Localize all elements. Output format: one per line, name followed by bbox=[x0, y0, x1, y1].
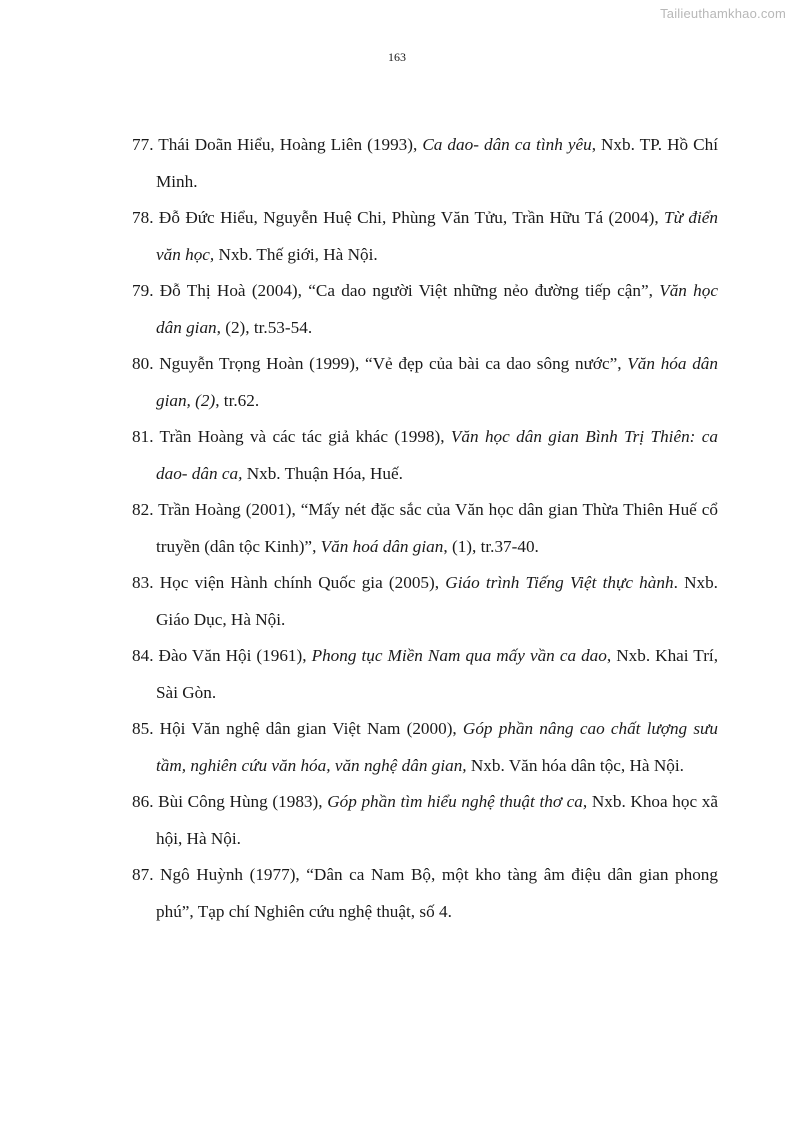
reference-title: Từ điển văn học, bbox=[156, 208, 718, 264]
reference-list bbox=[132, 127, 718, 930]
reference-publisher: , tr.62. bbox=[215, 390, 260, 410]
reference-title: Văn hoá dân gian bbox=[320, 536, 444, 556]
reference-number: 82. bbox=[132, 500, 154, 519]
reference-title: Giáo trình Tiếng Việt thực hành bbox=[445, 573, 674, 592]
reference-text: Đào Văn Hội (1961), bbox=[153, 646, 312, 665]
reference-text: Đỗ Thị Hoà (2004), “Ca dao người Việt những nẻo đường tiếp cận”, bbox=[153, 281, 660, 300]
reference-title: Văn học dân gian Bình Trị Thiên: ca dao- dân ca, bbox=[156, 427, 718, 483]
reference-number: 84. bbox=[132, 646, 154, 665]
reference-title: Ca dao- dân ca tình yêu bbox=[422, 135, 592, 154]
reference-publisher: , (1), tr.37-40. bbox=[443, 536, 539, 556]
reference-publisher: , (2), tr.53-54. bbox=[216, 317, 313, 337]
reference-item bbox=[132, 419, 718, 492]
reference-publisher: Nxb. Thuận Hóa, Huế. bbox=[242, 463, 403, 483]
reference-number: 77. bbox=[132, 135, 154, 154]
reference-item bbox=[132, 200, 718, 273]
reference-item bbox=[132, 492, 718, 565]
reference-title: Góp phần tìm hiểu nghệ thuật thơ ca bbox=[327, 792, 583, 811]
reference-publisher: , Nxb. Khai Trí, Sài Gòn. bbox=[156, 646, 719, 702]
reference-publisher: Nxb. Thế giới, Hà Nội. bbox=[214, 244, 378, 264]
watermark: Tailieuthamkhao.com bbox=[660, 6, 786, 21]
reference-number: 83. bbox=[132, 573, 154, 592]
reference-item bbox=[132, 565, 718, 638]
reference-text: Học viện Hành chính Quốc gia (2005), bbox=[153, 573, 446, 592]
reference-item bbox=[132, 784, 718, 857]
reference-text: Trần Hoàng (2001), “Mấy nét đặc sắc của Văn học dân gian Thừa Thiên Huế cổ truyền (dân tộc Kinh)”, bbox=[153, 500, 718, 556]
reference-item bbox=[132, 346, 718, 419]
reference-item bbox=[132, 711, 718, 784]
reference-text: Bùi Công Hùng (1983), bbox=[153, 792, 328, 811]
reference-number: 81. bbox=[132, 427, 154, 446]
reference-title: Văn hóa dân gian, (2) bbox=[156, 354, 718, 410]
reference-text: Nguyễn Trọng Hoàn (1999), “Vẻ đẹp của bài ca dao sông nước”, bbox=[153, 354, 628, 373]
reference-title: Văn học dân gian bbox=[156, 281, 718, 337]
reference-text: Đỗ Đức Hiểu, Nguyễn Huệ Chi, Phùng Văn Tửu, Trần Hữu Tá (2004), bbox=[153, 208, 665, 227]
reference-publisher: . Nxb. Giáo Dục, Hà Nội. bbox=[156, 573, 718, 629]
reference-number: 78. bbox=[132, 208, 154, 227]
reference-text: Hội Văn nghệ dân gian Việt Nam (2000), bbox=[153, 719, 463, 738]
page-number: 163 bbox=[388, 50, 406, 64]
reference-publisher: , Nxb. Khoa học xã hội, Hà Nội. bbox=[156, 792, 719, 848]
reference-number: 87. bbox=[132, 865, 154, 884]
reference-item bbox=[132, 857, 718, 930]
reference-publisher: Nxb. Văn hóa dân tộc, Hà Nội. bbox=[466, 755, 684, 775]
reference-number: 85. bbox=[132, 719, 154, 738]
reference-number: 86. bbox=[132, 792, 154, 811]
reference-item bbox=[132, 273, 718, 346]
reference-item bbox=[132, 638, 718, 711]
reference-number: 80. bbox=[132, 354, 154, 373]
reference-title: Góp phần nâng cao chất lượng sưu tầm, nghiên cứu văn hóa, văn nghệ dân gian, bbox=[156, 719, 718, 775]
reference-publisher: , Nxb. TP. Hồ Chí Minh. bbox=[156, 135, 719, 191]
reference-number: 79. bbox=[132, 281, 154, 300]
reference-item bbox=[132, 127, 718, 200]
reference-text: Thái Doãn Hiểu, Hoàng Liên (1993), bbox=[153, 135, 423, 154]
reference-text: Trần Hoàng và các tác giả khác (1998), bbox=[153, 427, 451, 446]
reference-text: Ngô Huỳnh (1977), “Dân ca Nam Bộ, một kho tàng âm điệu dân gian phong phú”, Tạp chí Nghiên cứu nghệ thuật, số 4. bbox=[153, 865, 718, 921]
reference-title: Phong tục Miền Nam qua mấy vần ca dao bbox=[311, 646, 607, 665]
